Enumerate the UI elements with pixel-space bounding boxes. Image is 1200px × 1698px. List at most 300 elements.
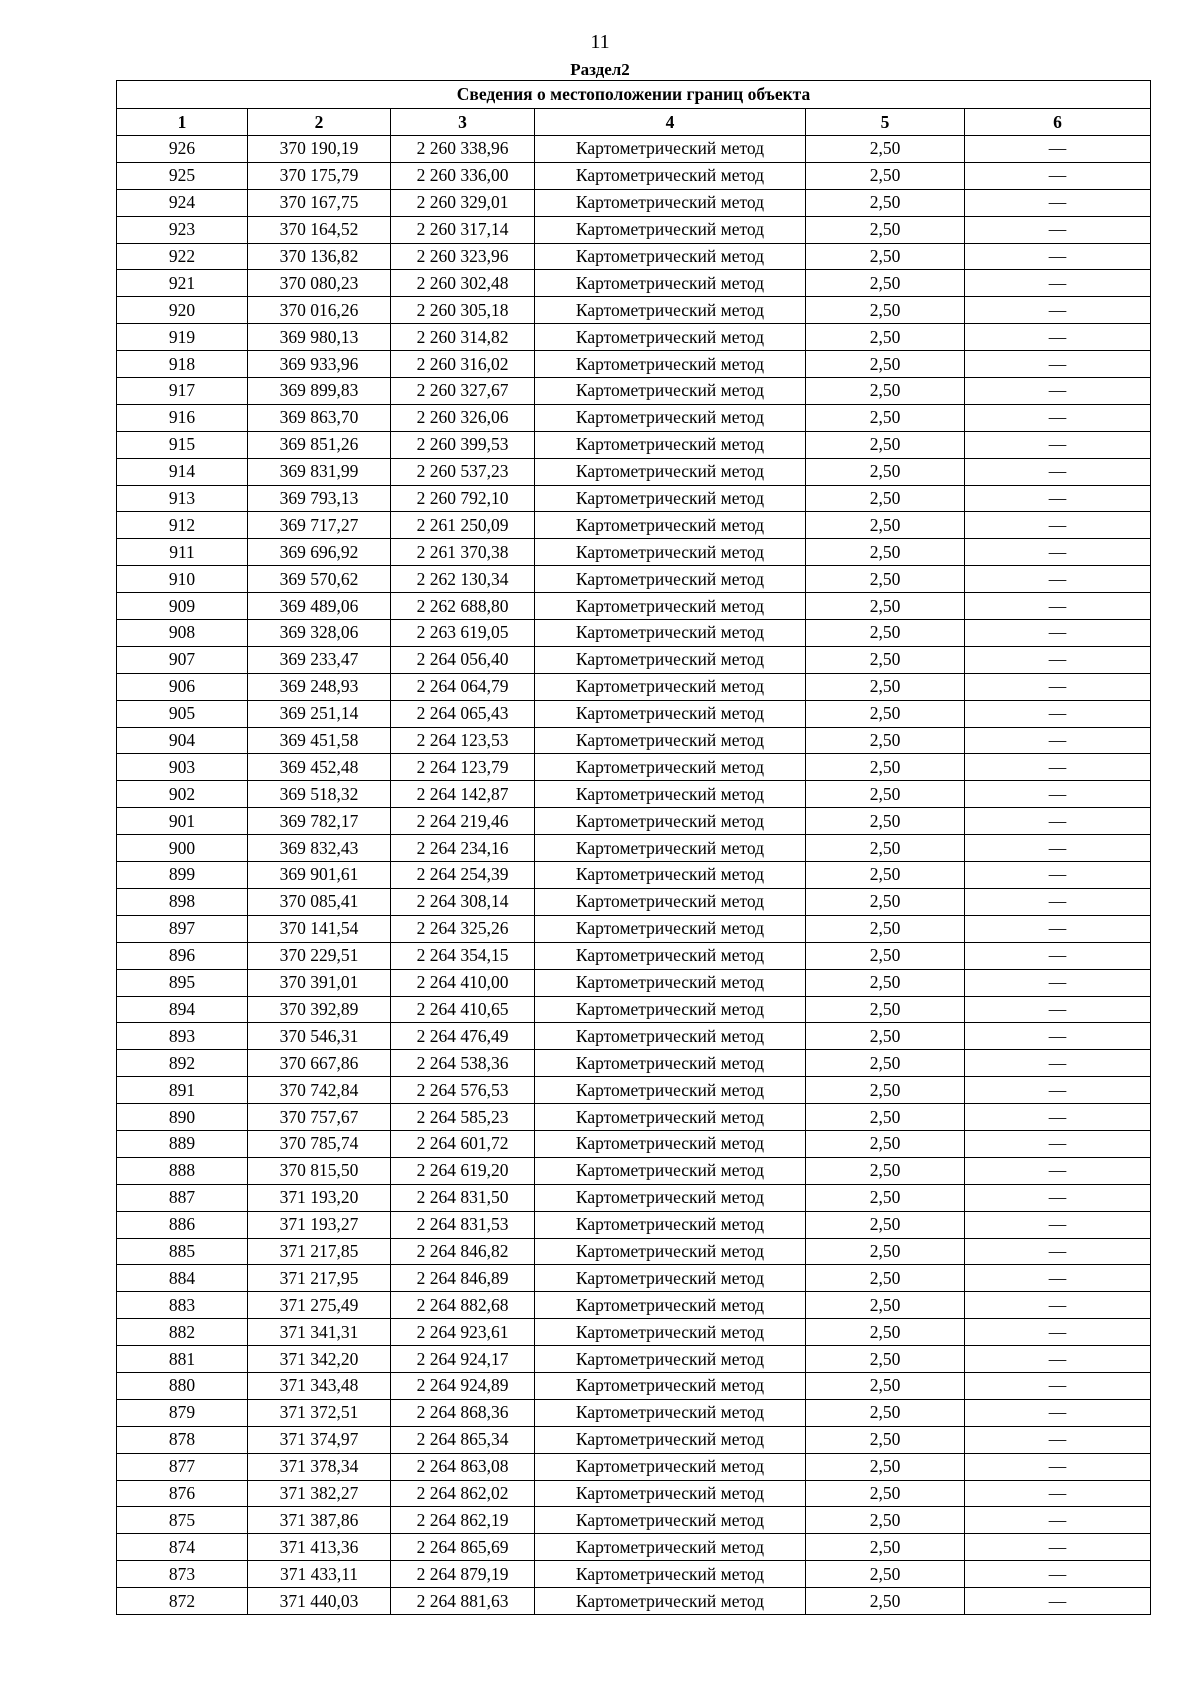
x-coordinate-cell: 369 863,70 <box>248 404 391 431</box>
y-coordinate-cell: 2 264 868,36 <box>391 1399 535 1426</box>
method-cell: Картометрический метод <box>535 727 806 754</box>
method-cell: Картометрический метод <box>535 404 806 431</box>
point-number-cell: 924 <box>117 189 248 216</box>
table-row <box>117 888 1151 915</box>
x-coordinate-cell: 370 080,23 <box>248 270 391 297</box>
accuracy-cell: 2,50 <box>806 1588 965 1615</box>
accuracy-cell: 2,50 <box>806 458 965 485</box>
table-row <box>117 1023 1151 1050</box>
method-cell: Картометрический метод <box>535 324 806 351</box>
y-coordinate-cell: 2 264 308,14 <box>391 888 535 915</box>
point-number-cell: 898 <box>117 888 248 915</box>
method-cell: Картометрический метод <box>535 189 806 216</box>
point-number-cell: 922 <box>117 243 248 270</box>
y-coordinate-cell: 2 264 064,79 <box>391 673 535 700</box>
x-coordinate-cell: 370 190,19 <box>248 136 391 163</box>
accuracy-cell: 2,50 <box>806 1346 965 1373</box>
method-cell: Картометрический метод <box>535 1507 806 1534</box>
method-cell: Картометрический метод <box>535 673 806 700</box>
description-cell: — <box>965 485 1151 512</box>
y-coordinate-cell: 2 264 056,40 <box>391 646 535 673</box>
table-row <box>117 969 1151 996</box>
table-row <box>117 485 1151 512</box>
y-coordinate-cell: 2 264 601,72 <box>391 1130 535 1157</box>
description-cell: — <box>965 646 1151 673</box>
table-row <box>117 942 1151 969</box>
method-cell: Картометрический метод <box>535 808 806 835</box>
description-cell: — <box>965 136 1151 163</box>
description-cell: — <box>965 1023 1151 1050</box>
table-row <box>117 646 1151 673</box>
point-number-cell: 913 <box>117 485 248 512</box>
table-row <box>117 1050 1151 1077</box>
table-row <box>117 593 1151 620</box>
y-coordinate-cell: 2 260 327,67 <box>391 378 535 405</box>
x-coordinate-cell: 369 933,96 <box>248 351 391 378</box>
point-number-cell: 874 <box>117 1534 248 1561</box>
description-cell: — <box>965 216 1151 243</box>
accuracy-cell: 2,50 <box>806 1399 965 1426</box>
accuracy-cell: 2,50 <box>806 915 965 942</box>
y-coordinate-cell: 2 260 329,01 <box>391 189 535 216</box>
x-coordinate-cell: 371 193,27 <box>248 1211 391 1238</box>
point-number-cell: 903 <box>117 754 248 781</box>
x-coordinate-cell: 369 248,93 <box>248 673 391 700</box>
point-number-cell: 904 <box>117 727 248 754</box>
table-row <box>117 1238 1151 1265</box>
y-coordinate-cell: 2 260 338,96 <box>391 136 535 163</box>
description-cell: — <box>965 1050 1151 1077</box>
method-cell: Картометрический метод <box>535 378 806 405</box>
method-cell: Картометрический метод <box>535 781 806 808</box>
x-coordinate-cell: 371 413,36 <box>248 1534 391 1561</box>
point-number-cell: 893 <box>117 1023 248 1050</box>
x-coordinate-cell: 370 392,89 <box>248 996 391 1023</box>
table-row <box>117 378 1151 405</box>
x-coordinate-cell: 370 742,84 <box>248 1077 391 1104</box>
x-coordinate-cell: 371 372,51 <box>248 1399 391 1426</box>
table-row <box>117 431 1151 458</box>
x-coordinate-cell: 370 141,54 <box>248 915 391 942</box>
point-number-cell: 896 <box>117 942 248 969</box>
point-number-cell: 911 <box>117 539 248 566</box>
table-row <box>117 754 1151 781</box>
y-coordinate-cell: 2 260 323,96 <box>391 243 535 270</box>
method-cell: Картометрический метод <box>535 1211 806 1238</box>
point-number-cell: 880 <box>117 1372 248 1399</box>
accuracy-cell: 2,50 <box>806 1023 965 1050</box>
accuracy-cell: 2,50 <box>806 888 965 915</box>
y-coordinate-cell: 2 264 862,19 <box>391 1507 535 1534</box>
description-cell: — <box>965 1561 1151 1588</box>
method-cell: Картометрический метод <box>535 915 806 942</box>
y-coordinate-cell: 2 264 865,34 <box>391 1426 535 1453</box>
table-title: Сведения о местоположении границ объекта <box>117 81 1151 109</box>
description-cell: — <box>965 162 1151 189</box>
description-cell: — <box>965 1104 1151 1131</box>
x-coordinate-cell: 370 167,75 <box>248 189 391 216</box>
column-header: 6 <box>965 109 1151 136</box>
y-coordinate-cell: 2 264 924,17 <box>391 1346 535 1373</box>
accuracy-cell: 2,50 <box>806 1480 965 1507</box>
point-number-cell: 884 <box>117 1265 248 1292</box>
point-number-cell: 878 <box>117 1426 248 1453</box>
y-coordinate-cell: 2 260 316,02 <box>391 351 535 378</box>
accuracy-cell: 2,50 <box>806 1507 965 1534</box>
accuracy-cell: 2,50 <box>806 485 965 512</box>
description-cell: — <box>965 404 1151 431</box>
description-cell: — <box>965 1426 1151 1453</box>
description-cell: — <box>965 324 1151 351</box>
accuracy-cell: 2,50 <box>806 539 965 566</box>
method-cell: Картометрический метод <box>535 1104 806 1131</box>
table-row <box>117 1211 1151 1238</box>
accuracy-cell: 2,50 <box>806 1157 965 1184</box>
description-cell: — <box>965 673 1151 700</box>
accuracy-cell: 2,50 <box>806 1238 965 1265</box>
y-coordinate-cell: 2 264 142,87 <box>391 781 535 808</box>
method-cell: Картометрический метод <box>535 1372 806 1399</box>
y-coordinate-cell: 2 260 305,18 <box>391 297 535 324</box>
accuracy-cell: 2,50 <box>806 566 965 593</box>
x-coordinate-cell: 370 815,50 <box>248 1157 391 1184</box>
x-coordinate-cell: 371 217,85 <box>248 1238 391 1265</box>
description-cell: — <box>965 620 1151 647</box>
x-coordinate-cell: 369 851,26 <box>248 431 391 458</box>
method-cell: Картометрический метод <box>535 297 806 324</box>
description-cell: — <box>965 1399 1151 1426</box>
accuracy-cell: 2,50 <box>806 324 965 351</box>
table-row <box>117 1480 1151 1507</box>
table-row <box>117 216 1151 243</box>
y-coordinate-cell: 2 264 863,08 <box>391 1453 535 1480</box>
y-coordinate-cell: 2 264 538,36 <box>391 1050 535 1077</box>
description-cell: — <box>965 1346 1151 1373</box>
accuracy-cell: 2,50 <box>806 727 965 754</box>
column-header: 2 <box>248 109 391 136</box>
table-row <box>117 539 1151 566</box>
point-number-cell: 887 <box>117 1184 248 1211</box>
y-coordinate-cell: 2 263 619,05 <box>391 620 535 647</box>
point-number-cell: 923 <box>117 216 248 243</box>
table-row <box>117 1292 1151 1319</box>
method-cell: Картометрический метод <box>535 754 806 781</box>
table-row <box>117 404 1151 431</box>
description-cell: — <box>965 378 1151 405</box>
point-number-cell: 877 <box>117 1453 248 1480</box>
y-coordinate-cell: 2 264 410,65 <box>391 996 535 1023</box>
method-cell: Картометрический метод <box>535 1319 806 1346</box>
method-cell: Картометрический метод <box>535 136 806 163</box>
description-cell: — <box>965 1319 1151 1346</box>
accuracy-cell: 2,50 <box>806 270 965 297</box>
point-number-cell: 909 <box>117 593 248 620</box>
point-number-cell: 921 <box>117 270 248 297</box>
accuracy-cell: 2,50 <box>806 700 965 727</box>
table-row <box>117 620 1151 647</box>
accuracy-cell: 2,50 <box>806 162 965 189</box>
description-cell: — <box>965 512 1151 539</box>
point-number-cell: 925 <box>117 162 248 189</box>
accuracy-cell: 2,50 <box>806 781 965 808</box>
table-row <box>117 1104 1151 1131</box>
table-row <box>117 862 1151 889</box>
description-cell: — <box>965 781 1151 808</box>
point-number-cell: 902 <box>117 781 248 808</box>
table-row <box>117 1157 1151 1184</box>
method-cell: Картометрический метод <box>535 1534 806 1561</box>
method-cell: Картометрический метод <box>535 1130 806 1157</box>
table-row <box>117 512 1151 539</box>
point-number-cell: 883 <box>117 1292 248 1319</box>
table-row <box>117 1346 1151 1373</box>
method-cell: Картометрический метод <box>535 512 806 539</box>
point-number-cell: 873 <box>117 1561 248 1588</box>
column-header: 5 <box>806 109 965 136</box>
x-coordinate-cell: 369 328,06 <box>248 620 391 647</box>
accuracy-cell: 2,50 <box>806 1265 965 1292</box>
description-cell: — <box>965 1211 1151 1238</box>
description-cell: — <box>965 808 1151 835</box>
table-row <box>117 162 1151 189</box>
description-cell: — <box>965 566 1151 593</box>
point-number-cell: 910 <box>117 566 248 593</box>
table-row <box>117 1077 1151 1104</box>
x-coordinate-cell: 371 275,49 <box>248 1292 391 1319</box>
y-coordinate-cell: 2 260 792,10 <box>391 485 535 512</box>
table-row <box>117 1561 1151 1588</box>
y-coordinate-cell: 2 262 688,80 <box>391 593 535 620</box>
x-coordinate-cell: 371 433,11 <box>248 1561 391 1588</box>
y-coordinate-cell: 2 264 476,49 <box>391 1023 535 1050</box>
method-cell: Картометрический метод <box>535 270 806 297</box>
y-coordinate-cell: 2 262 130,34 <box>391 566 535 593</box>
point-number-cell: 881 <box>117 1346 248 1373</box>
accuracy-cell: 2,50 <box>806 835 965 862</box>
table-row <box>117 1453 1151 1480</box>
x-coordinate-cell: 371 440,03 <box>248 1588 391 1615</box>
table-row <box>117 915 1151 942</box>
point-number-cell: 895 <box>117 969 248 996</box>
method-cell: Картометрический метод <box>535 700 806 727</box>
accuracy-cell: 2,50 <box>806 969 965 996</box>
y-coordinate-cell: 2 260 326,06 <box>391 404 535 431</box>
description-cell: — <box>965 1077 1151 1104</box>
table-row <box>117 1130 1151 1157</box>
description-cell: — <box>965 727 1151 754</box>
x-coordinate-cell: 370 136,82 <box>248 243 391 270</box>
point-number-cell: 915 <box>117 431 248 458</box>
point-number-cell: 892 <box>117 1050 248 1077</box>
table-row <box>117 835 1151 862</box>
y-coordinate-cell: 2 264 619,20 <box>391 1157 535 1184</box>
x-coordinate-cell: 370 757,67 <box>248 1104 391 1131</box>
y-coordinate-cell: 2 261 250,09 <box>391 512 535 539</box>
description-cell: — <box>965 754 1151 781</box>
accuracy-cell: 2,50 <box>806 620 965 647</box>
x-coordinate-cell: 370 085,41 <box>248 888 391 915</box>
method-cell: Картометрический метод <box>535 1050 806 1077</box>
table-row <box>117 243 1151 270</box>
point-number-cell: 897 <box>117 915 248 942</box>
y-coordinate-cell: 2 260 302,48 <box>391 270 535 297</box>
y-coordinate-cell: 2 260 537,23 <box>391 458 535 485</box>
description-cell: — <box>965 1265 1151 1292</box>
point-number-cell: 891 <box>117 1077 248 1104</box>
description-cell: — <box>965 539 1151 566</box>
x-coordinate-cell: 371 217,95 <box>248 1265 391 1292</box>
table-row <box>117 996 1151 1023</box>
table-row <box>117 458 1151 485</box>
y-coordinate-cell: 2 264 576,53 <box>391 1077 535 1104</box>
table-row <box>117 270 1151 297</box>
method-cell: Картометрический метод <box>535 458 806 485</box>
x-coordinate-cell: 369 570,62 <box>248 566 391 593</box>
x-coordinate-cell: 370 016,26 <box>248 297 391 324</box>
description-cell: — <box>965 1157 1151 1184</box>
point-number-cell: 889 <box>117 1130 248 1157</box>
accuracy-cell: 2,50 <box>806 216 965 243</box>
point-number-cell: 899 <box>117 862 248 889</box>
description-cell: — <box>965 888 1151 915</box>
accuracy-cell: 2,50 <box>806 378 965 405</box>
table-row <box>117 1534 1151 1561</box>
point-number-cell: 918 <box>117 351 248 378</box>
x-coordinate-cell: 371 342,20 <box>248 1346 391 1373</box>
accuracy-cell: 2,50 <box>806 754 965 781</box>
description-cell: — <box>965 862 1151 889</box>
point-number-cell: 875 <box>117 1507 248 1534</box>
description-cell: — <box>965 189 1151 216</box>
table-row <box>117 566 1151 593</box>
description-cell: — <box>965 1507 1151 1534</box>
method-cell: Картометрический метод <box>535 862 806 889</box>
method-cell: Картометрический метод <box>535 1157 806 1184</box>
x-coordinate-cell: 370 229,51 <box>248 942 391 969</box>
table-row <box>117 297 1151 324</box>
y-coordinate-cell: 2 264 882,68 <box>391 1292 535 1319</box>
description-cell: — <box>965 351 1151 378</box>
method-cell: Картометрический метод <box>535 485 806 512</box>
method-cell: Картометрический метод <box>535 620 806 647</box>
method-cell: Картометрический метод <box>535 1426 806 1453</box>
y-coordinate-cell: 2 264 862,02 <box>391 1480 535 1507</box>
point-number-cell: 888 <box>117 1157 248 1184</box>
accuracy-cell: 2,50 <box>806 1319 965 1346</box>
table-row <box>117 781 1151 808</box>
x-coordinate-cell: 369 782,17 <box>248 808 391 835</box>
description-cell: — <box>965 431 1151 458</box>
point-number-cell: 901 <box>117 808 248 835</box>
accuracy-cell: 2,50 <box>806 1534 965 1561</box>
table-row <box>117 808 1151 835</box>
x-coordinate-cell: 369 696,92 <box>248 539 391 566</box>
x-coordinate-cell: 369 251,14 <box>248 700 391 727</box>
point-number-cell: 894 <box>117 996 248 1023</box>
y-coordinate-cell: 2 264 585,23 <box>391 1104 535 1131</box>
description-cell: — <box>965 1292 1151 1319</box>
y-coordinate-cell: 2 264 923,61 <box>391 1319 535 1346</box>
y-coordinate-cell: 2 264 065,43 <box>391 700 535 727</box>
method-cell: Картометрический метод <box>535 1292 806 1319</box>
accuracy-cell: 2,50 <box>806 1426 965 1453</box>
method-cell: Картометрический метод <box>535 566 806 593</box>
accuracy-cell: 2,50 <box>806 1211 965 1238</box>
table-row <box>117 1426 1151 1453</box>
description-cell: — <box>965 700 1151 727</box>
table-row <box>117 1184 1151 1211</box>
x-coordinate-cell: 369 717,27 <box>248 512 391 539</box>
y-coordinate-cell: 2 264 123,79 <box>391 754 535 781</box>
y-coordinate-cell: 2 260 336,00 <box>391 162 535 189</box>
y-coordinate-cell: 2 264 881,63 <box>391 1588 535 1615</box>
method-cell: Картометрический метод <box>535 1184 806 1211</box>
y-coordinate-cell: 2 264 831,53 <box>391 1211 535 1238</box>
description-cell: — <box>965 1130 1151 1157</box>
point-number-cell: 908 <box>117 620 248 647</box>
accuracy-cell: 2,50 <box>806 512 965 539</box>
x-coordinate-cell: 371 193,20 <box>248 1184 391 1211</box>
x-coordinate-cell: 371 382,27 <box>248 1480 391 1507</box>
accuracy-cell: 2,50 <box>806 1050 965 1077</box>
accuracy-cell: 2,50 <box>806 431 965 458</box>
table-row <box>117 1399 1151 1426</box>
accuracy-cell: 2,50 <box>806 673 965 700</box>
accuracy-cell: 2,50 <box>806 593 965 620</box>
y-coordinate-cell: 2 264 123,53 <box>391 727 535 754</box>
accuracy-cell: 2,50 <box>806 1184 965 1211</box>
accuracy-cell: 2,50 <box>806 996 965 1023</box>
description-cell: — <box>965 969 1151 996</box>
x-coordinate-cell: 371 387,86 <box>248 1507 391 1534</box>
description-cell: — <box>965 593 1151 620</box>
x-coordinate-cell: 369 489,06 <box>248 593 391 620</box>
x-coordinate-cell: 370 667,86 <box>248 1050 391 1077</box>
table-row <box>117 700 1151 727</box>
method-cell: Картометрический метод <box>535 835 806 862</box>
accuracy-cell: 2,50 <box>806 808 965 835</box>
point-number-cell: 882 <box>117 1319 248 1346</box>
x-coordinate-cell: 369 901,61 <box>248 862 391 889</box>
point-number-cell: 917 <box>117 378 248 405</box>
accuracy-cell: 2,50 <box>806 1453 965 1480</box>
method-cell: Картометрический метод <box>535 888 806 915</box>
method-cell: Картометрический метод <box>535 1399 806 1426</box>
point-number-cell: 900 <box>117 835 248 862</box>
y-coordinate-cell: 2 264 846,89 <box>391 1265 535 1292</box>
point-number-cell: 919 <box>117 324 248 351</box>
x-coordinate-cell: 371 341,31 <box>248 1319 391 1346</box>
method-cell: Картометрический метод <box>535 162 806 189</box>
method-cell: Картометрический метод <box>535 1480 806 1507</box>
x-coordinate-cell: 370 785,74 <box>248 1130 391 1157</box>
table-row <box>117 1319 1151 1346</box>
y-coordinate-cell: 2 260 317,14 <box>391 216 535 243</box>
column-header: 3 <box>391 109 535 136</box>
table-row <box>117 673 1151 700</box>
point-number-cell: 920 <box>117 297 248 324</box>
x-coordinate-cell: 371 378,34 <box>248 1453 391 1480</box>
description-cell: — <box>965 1238 1151 1265</box>
method-cell: Картометрический метод <box>535 1453 806 1480</box>
y-coordinate-cell: 2 261 370,38 <box>391 539 535 566</box>
table-row <box>117 351 1151 378</box>
y-coordinate-cell: 2 260 314,82 <box>391 324 535 351</box>
table-row <box>117 1588 1151 1615</box>
method-cell: Картометрический метод <box>535 1265 806 1292</box>
method-cell: Картометрический метод <box>535 593 806 620</box>
accuracy-cell: 2,50 <box>806 297 965 324</box>
